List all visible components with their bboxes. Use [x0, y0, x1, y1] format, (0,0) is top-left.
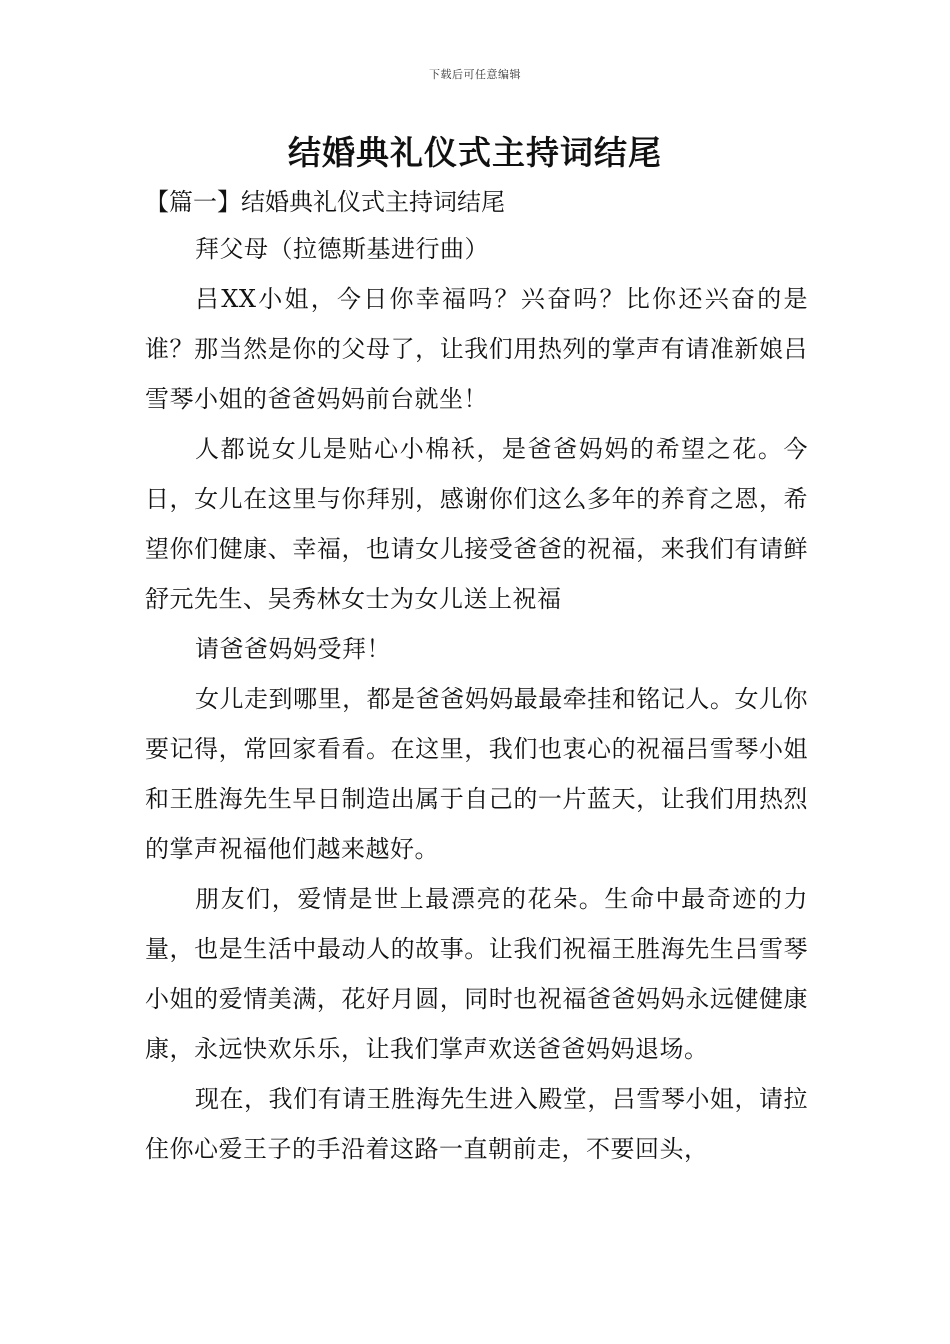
header-note: 下载后可任意编辑 — [429, 68, 521, 81]
paragraph-4: 请爸爸妈妈受拜！ — [195, 635, 391, 663]
paragraph-6: 朋友们，爱情是世上最漂亮的花朵。生命中最奇迹的力量，也是生活中最动人的故事。让我们祝福王胜海先生吕雪琴小姐的爱情美满，花好月圆，同时也祝福爸爸妈妈永远健健康康，永远快欢乐乐，让我们掌声欢送爸爸妈妈退场。 — [145, 885, 808, 1063]
paragraph-1: 拜父母（拉德斯基进行曲） — [195, 235, 489, 263]
paragraph-3: 人都说女儿是贴心小棉袄，是爸爸妈妈的希望之花。今日，女儿在这里与你拜别，感谢你们这么多年的养育之恩，希望你们健康、幸福，也请女儿接受爸爸的祝福，来我们有请鲜舒元先生、吴秀林女士为女儿送上祝福 — [145, 435, 808, 613]
paragraph-2: 吕XX小姐，今日你幸福吗？兴奋吗？比你还兴奋的是谁？那当然是你的父母了，让我们用热列的掌声有请准新娘吕雪琴小姐的爸爸妈妈前台就坐！ — [145, 285, 808, 413]
paragraph-7: 现在，我们有请王胜海先生进入殿堂，吕雪琴小姐，请拉住你心爱王子的手沿着这路一直朝前走，不要回头， — [145, 1085, 808, 1163]
document-body — [145, 224, 808, 1174]
section-heading: 【篇一】结婚典礼仪式主持词结尾 — [145, 188, 505, 216]
paragraph-5: 女儿走到哪里，都是爸爸妈妈最最牵挂和铭记人。女儿你要记得，常回家看看。在这里，我们也衷心的祝福吕雪琴小姐和王胜海先生早日制造出属于自己的一片蓝天，让我们用热烈的掌声祝福他们越来越好。 — [145, 685, 808, 863]
document-title: 结婚典礼仪式主持词结尾 — [288, 133, 662, 172]
